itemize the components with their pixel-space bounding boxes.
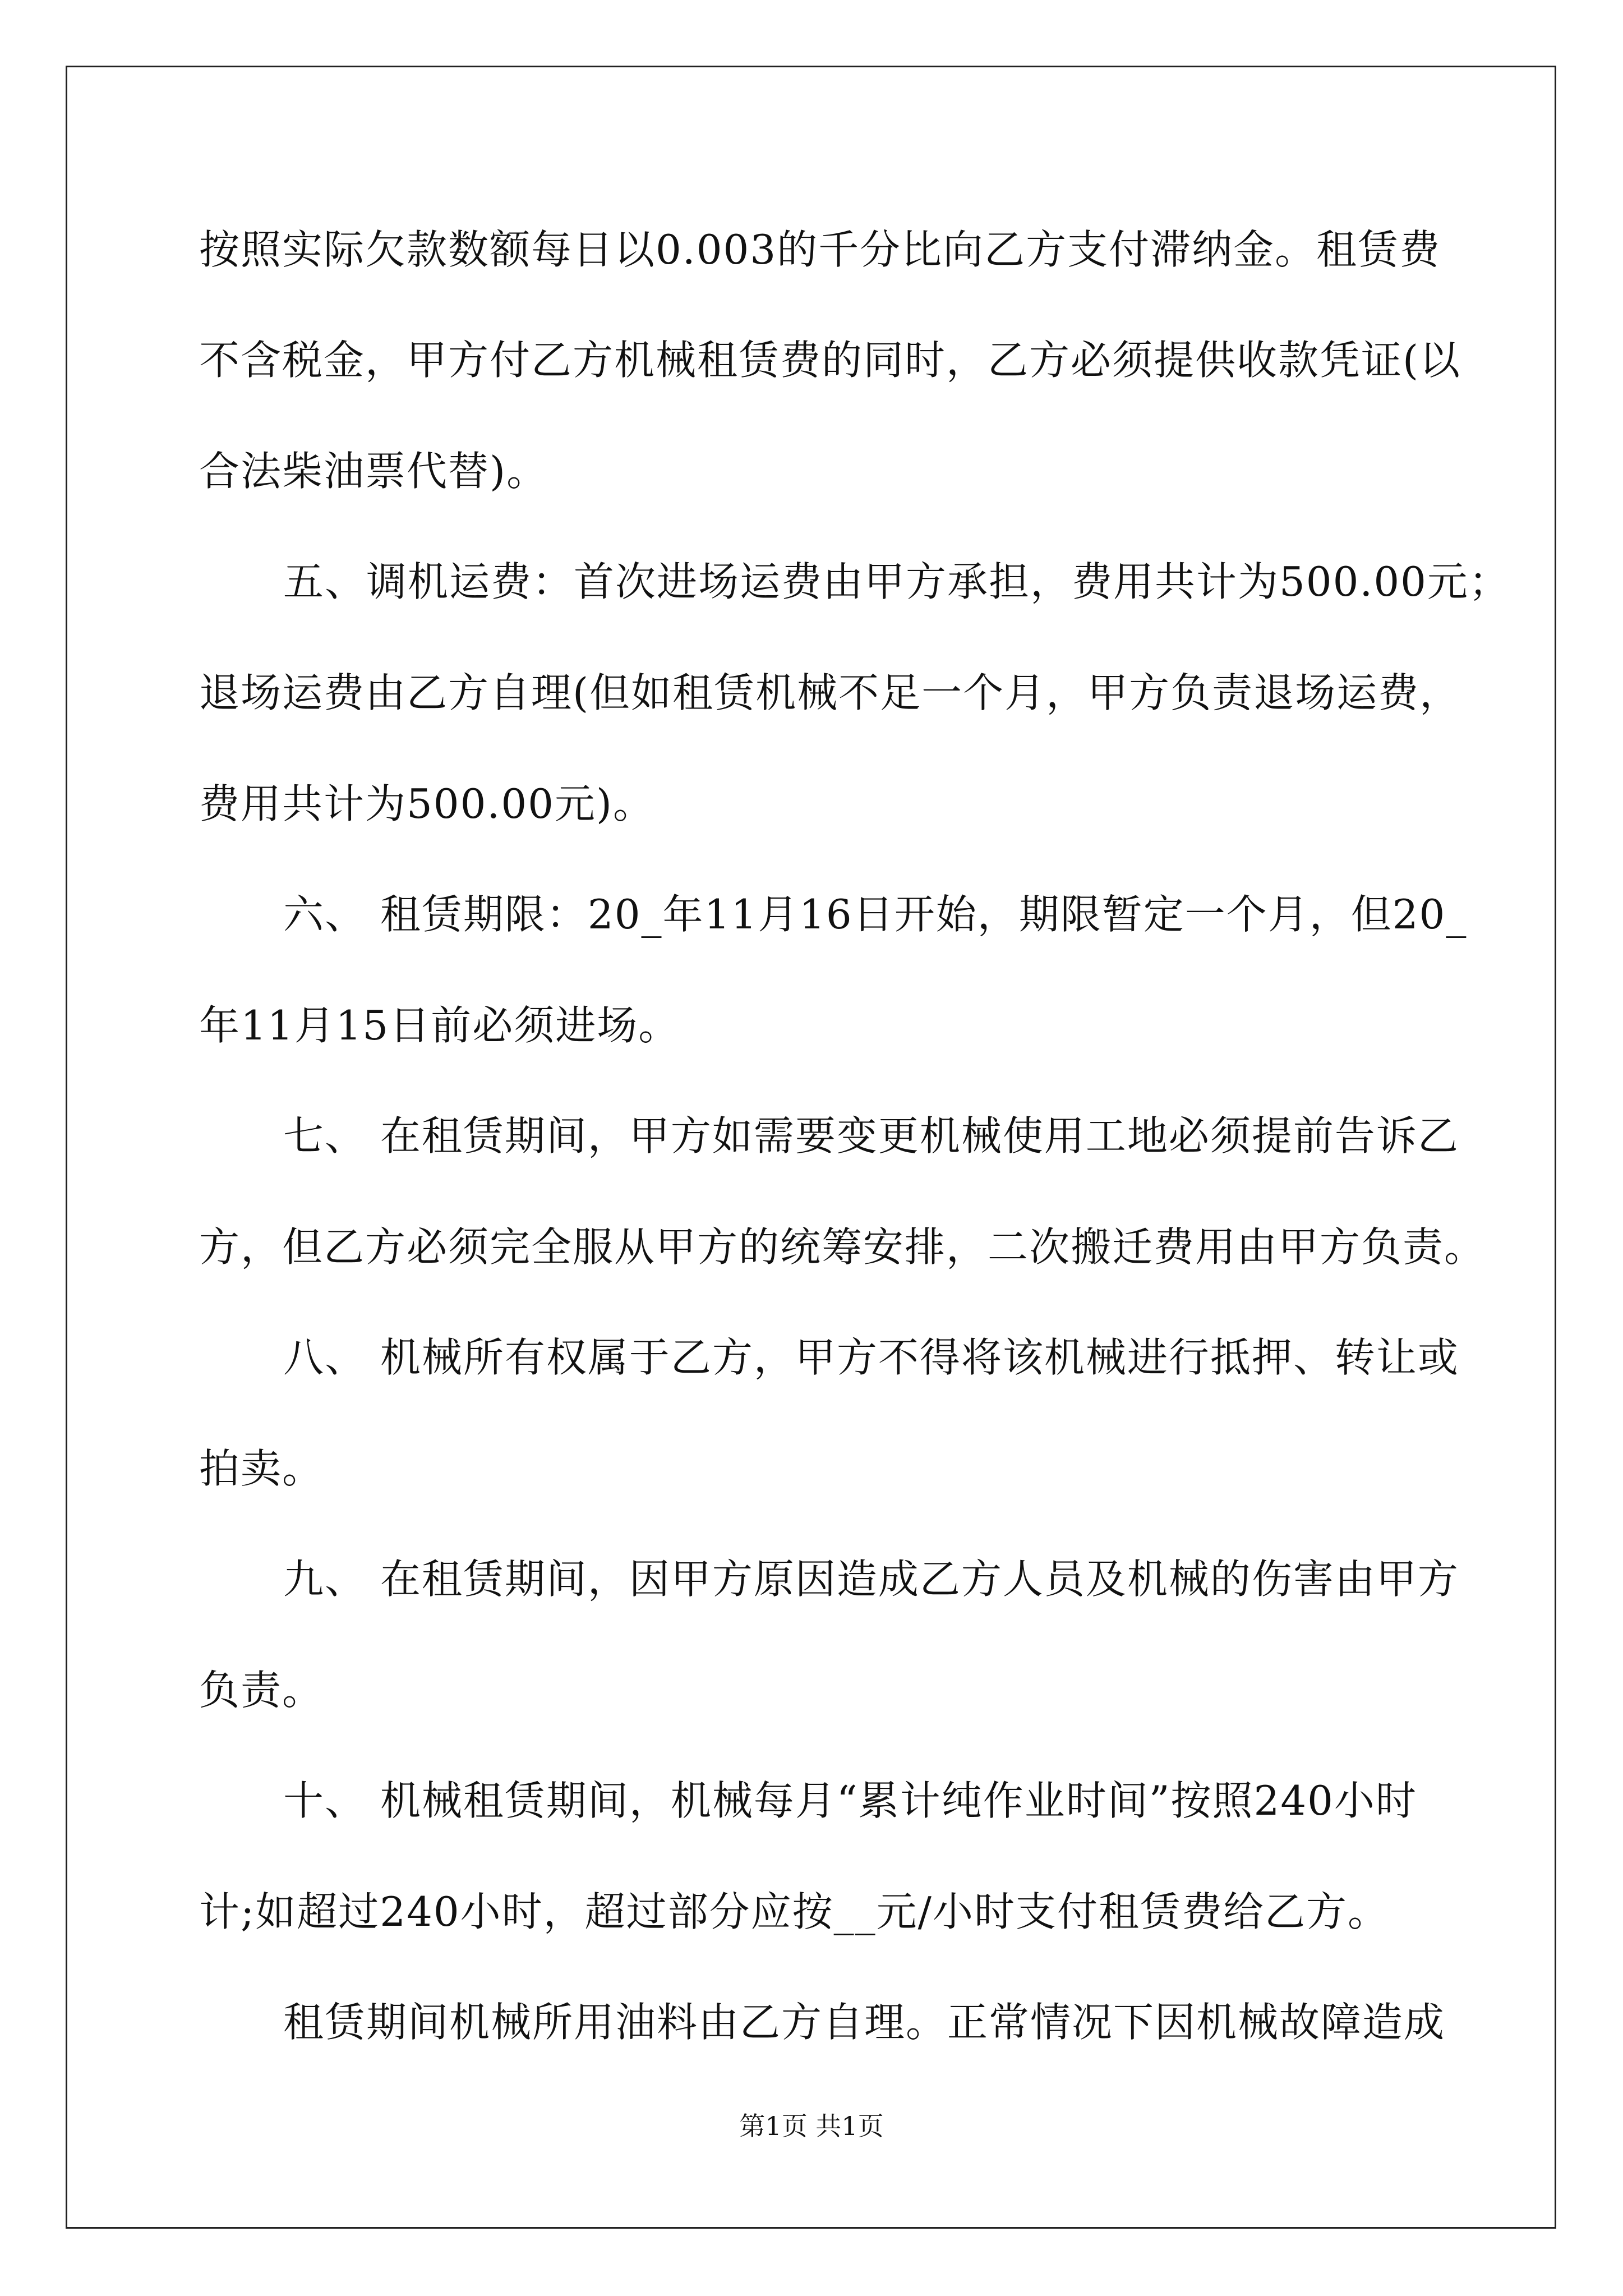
text-line-1: 按照实际欠款数额每日以0.003的千分比向乙方支付滞纳金。租赁费 — [199, 226, 1441, 273]
text-line-5: 退场运费由乙方自理(但如租赁机械不足一个月，甲方负责退场运费， — [199, 669, 1461, 716]
text-line-17: 租赁期间机械所用油料由乙方自理。正常情况下因机械故障造成 — [283, 1999, 1446, 2046]
text-line-9: 七、 在租赁期间，甲方如需要变更机械使用工地必须提前告诉乙 — [283, 1112, 1459, 1159]
text-line-3: 合法柴油票代替)。 — [199, 448, 548, 495]
text-line-12: 拍卖。 — [199, 1445, 324, 1492]
text-line-2: 不含税金，甲方付乙方机械租赁费的同时，乙方必须提供收款凭证(以 — [199, 337, 1461, 384]
text-line-14: 负责。 — [199, 1667, 324, 1714]
text-line-15: 十、 机械租赁期间，机械每月“累计纯作业时间”按照240小时 — [283, 1777, 1417, 1824]
text-line-16: 计;如超过240小时，超过部分应按__元/小时支付租赁费给乙方。 — [199, 1888, 1389, 1935]
text-line-11: 八、 机械所有权属于乙方，甲方不得将该机械进行抵押、转让或 — [283, 1334, 1459, 1381]
text-line-4: 五、调机运费：首次进场运费由甲方承担，费用共计为500.00元； — [283, 558, 1510, 605]
text-line-8: 年11月15日前必须进场。 — [199, 1002, 680, 1049]
text-line-10: 方，但乙方必须完全服从甲方的统筹安排，二次搬迁费用由甲方负责。 — [199, 1223, 1486, 1271]
text-line-7: 六、 租赁期限：20_年11月16日开始，期限暂定一个月，但20_ — [283, 891, 1468, 938]
text-line-6: 费用共计为500.00元)。 — [199, 780, 655, 827]
page-footer: 第1页 共1页 — [739, 2111, 884, 2141]
text-line-13: 九、 在租赁期间，因甲方原因造成乙方人员及机械的伤害由甲方 — [283, 1556, 1459, 1603]
